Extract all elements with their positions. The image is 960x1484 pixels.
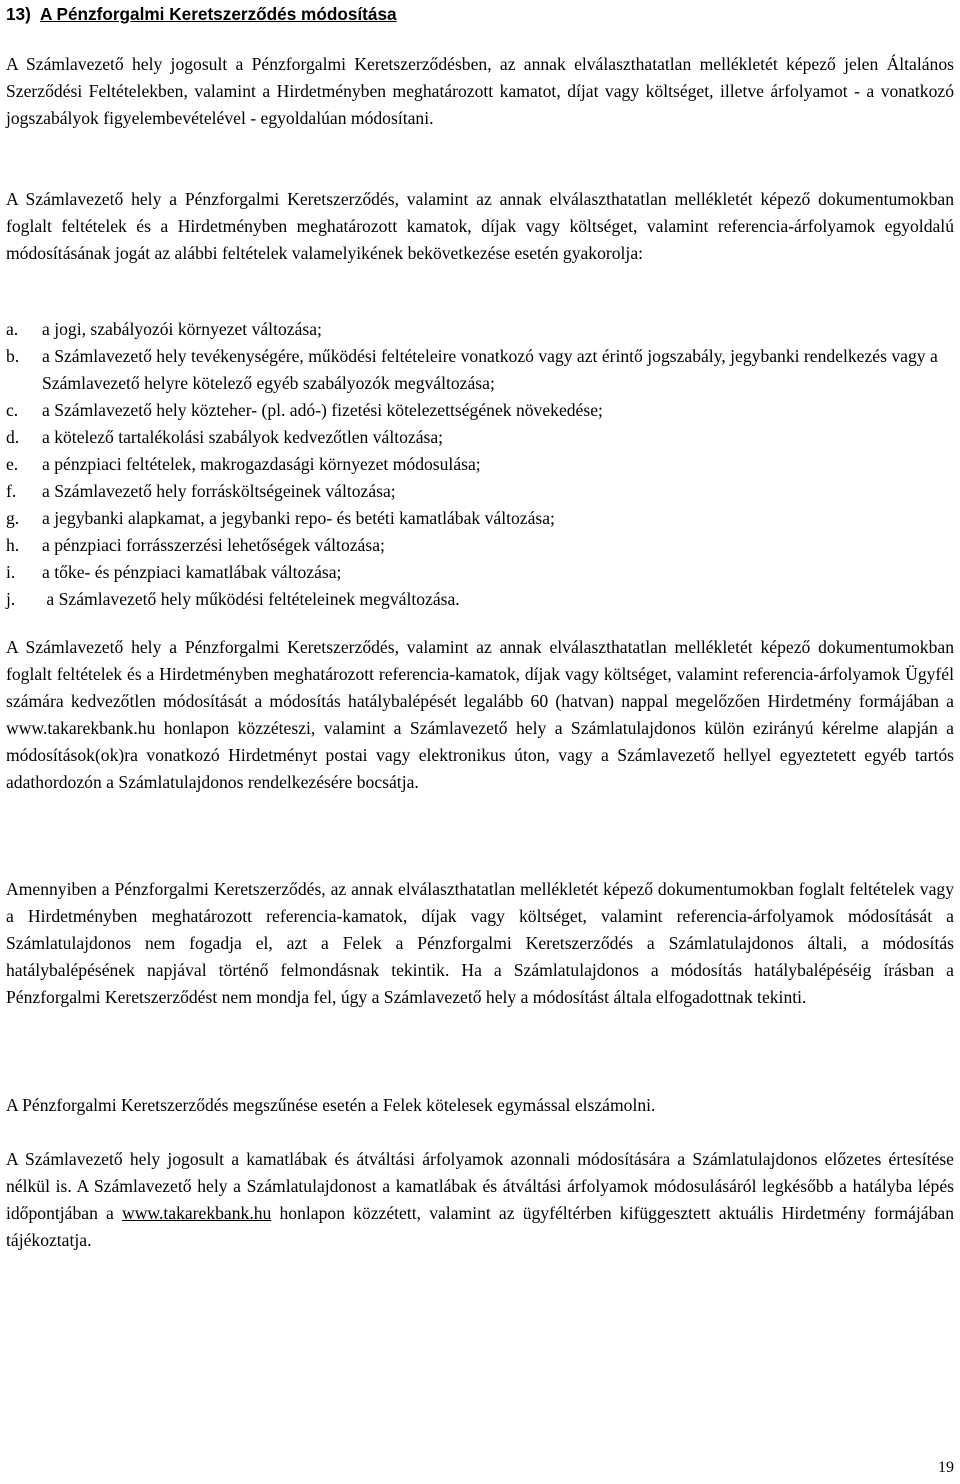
list-item: [6, 532, 954, 559]
list-item: [6, 478, 954, 505]
list-item-text: a pénzpiaci forrásszerzési lehetőségek változása;: [42, 535, 385, 555]
list-item-text: a jegybanki alapkamat, a jegybanki repo- és betéti kamatlábak változása;: [42, 508, 555, 528]
paragraph-text-before-link: A Számlavezető hely jogosult a kamatlábak és átváltási árfolyamok azonnali módosítására a Számlatulajdonos előzetes értesítése nélkül is. A Számlavezető hely a Számlatulajdonost a kamatlábak és átváltási árfolyamok módosulásáról legkésőbb a hatályba lépés időpontjában a: [6, 1149, 954, 1223]
paragraph-publication: A Számlavezető hely a Pénzforgalmi Keretszerződés, valamint az annak elválaszthatatlan mellékletét képező dokumentumokban foglalt feltételek és a Hirdetményben meghatározott referencia-kamatok, díjak vagy költséget, valamint referencia-árfolyamok Ügyfél számára kedvezőtlen módosítását a módosítás hatálybalépését legalább 60 (hatvan) nappal megelőzően Hirdetmény formájában a www.takarekbank.hu honlapon közzéteszi, valamint a Számlavezető hely a Számlatulajdonos külön ezirányú kérelme alapján a módosítások(ok)ra vonatkozó Hirdetményt postai vagy elektronikus úton, vagy a Számlavezető hellyel egyeztetett egyéb tartós adathordozón a Számlatulajdonos rendelkezésére bocsátja.: [6, 637, 954, 792]
list-item-letter: g.: [6, 508, 20, 528]
website-link[interactable]: www.takarekbank.hu: [122, 1203, 272, 1223]
section-heading: [6, 0, 954, 28]
list-item-letter: i.: [6, 562, 16, 582]
list-item-text: a pénzpiaci feltételek, makrogazdasági környezet módosulása;: [42, 454, 481, 474]
list-item: [6, 586, 954, 613]
list-item: [6, 424, 954, 451]
list-item-letter: e.: [6, 454, 19, 474]
list-item-text: a Számlavezető hely működési feltételeinek megváltozása.: [42, 589, 460, 609]
list-item: [6, 559, 954, 586]
list-item-letter: c.: [6, 400, 19, 420]
list-item: [6, 343, 954, 397]
document-page: [6, 0, 954, 1250]
list-item-text: a Számlavezető hely forrásköltségeinek változása;: [42, 481, 396, 501]
list-item: [6, 505, 954, 532]
page-number: 19: [938, 1459, 954, 1476]
list-item-letter: h.: [6, 535, 20, 555]
list-item: [6, 451, 954, 478]
paragraph-conditions-intro: A Számlavezető hely a Pénzforgalmi Keretszerződés, valamint az annak elválaszthatatlan mellékletét képező dokumentumokban foglalt feltételek és a Hirdetményben meghatározott kamatok, díjak vagy költséget, valamint referencia-árfolyamok egyoldalú módosításának jogát az alábbi feltételek valamelyikének bekövetkezése esetén gyakorolja:: [6, 189, 954, 263]
list-item-letter: f.: [6, 481, 17, 501]
section-number: 13): [6, 4, 31, 24]
section-title: A Pénzforgalmi Keretszerződés módosítása: [39, 4, 397, 24]
list-item-text: a tőke- és pénzpiaci kamatlábak változása;: [42, 562, 342, 582]
list-item-text: a Számlavezető hely közteher- (pl. adó-) fizetési kötelezettségének növekedése;: [42, 400, 603, 420]
paragraph-termination: Amennyiben a Pénzforgalmi Keretszerződés, az annak elválaszthatatlan mellékletét képező dokumentumokban foglalt feltételek vagy a Hirdetményben meghatározott referencia-kamatok, díjak vagy költséget, valamint referencia-árfolyamok módosítását a Számlatulajdonos nem fogadja el, azt a Felek a Pénzforgalmi Keretszerződés a Számlatulajdonos általi, a módosítás hatálybalépésének napjával történő felmondásnak tekintik. Ha a Számlatulajdonos a módosítás hatálybalépéséig írásban a Pénzforgalmi Keretszerződést nem mondja fel, úgy a Számlavezető hely a módosítást általa elfogadottnak tekinti.: [6, 879, 954, 1007]
paragraph-text-after-link: honlapon közzétett, valamint az ügyféltérben kifüggesztett aktuális Hirdetmény formájában tájékoztatja.: [6, 1203, 954, 1250]
paragraph-interest-rate-change: [6, 1146, 954, 1254]
list-item-letter: a.: [6, 319, 19, 339]
list-item-letter: b.: [6, 346, 20, 366]
list-item-text: a kötelező tartalékolási szabályok kedvezőtlen változása;: [42, 427, 444, 447]
list-item: [6, 316, 954, 343]
paragraph-settlement: A Pénzforgalmi Keretszerződés megszűnése esetén a Felek kötelesek egymással elszámolni.: [6, 1095, 656, 1115]
list-item: [6, 397, 954, 424]
list-item-text: a jogi, szabályozói környezet változása;: [42, 319, 322, 339]
list-item-letter: d.: [6, 427, 20, 447]
conditions-list: [6, 316, 954, 613]
list-item-text: a Számlavezető hely tevékenységére, működési feltételeire vonatkozó vagy azt érintő jogszabály, jegybanki rendelkezés vagy a Számlavezető helyre kötelező egyéb szabályozók megváltozása;: [42, 346, 938, 393]
paragraph-modification-right: A Számlavezető hely jogosult a Pénzforgalmi Keretszerződésben, az annak elválaszthatatlan mellékletét képező jelen Általános Szerződési Feltételekben, valamint a Hirdetményben meghatározott kamatot, díjat vagy költséget, illetve árfolyamot - a vonatkozó jogszabályok figyelembevételével - egyoldalúan módosítani.: [6, 54, 954, 128]
list-item-letter: j.: [6, 589, 16, 609]
